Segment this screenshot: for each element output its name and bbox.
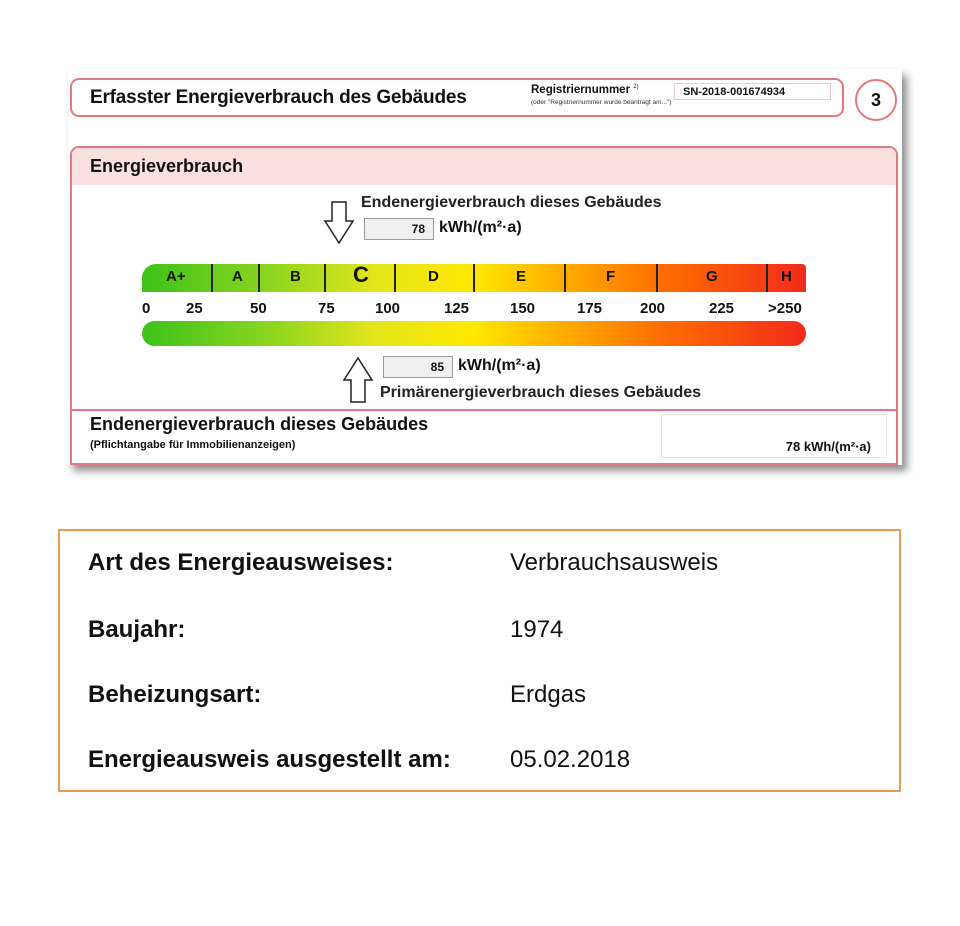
header-title: Erfasster Energieverbrauch des Gebäudes: [90, 87, 467, 108]
energy-class-label: A: [232, 268, 243, 285]
primary-energy-caption: Primärenergieverbrauch dieses Gebäudes: [380, 384, 702, 401]
primary-energy-value: 85: [383, 356, 453, 378]
energy-class-label: F: [606, 268, 616, 285]
energy-class-label: D: [428, 268, 439, 285]
energy-class-label: G: [706, 268, 718, 285]
end-energy-caption: Endenergieverbrauch dieses Gebäudes: [361, 194, 662, 211]
footer-note: (Pflichtangabe für Immobilienanzeigen): [90, 439, 296, 451]
end-energy-value: 78: [364, 218, 434, 240]
footer-value: 78 kWh/(m²·a): [785, 439, 871, 454]
scale-tick: 0: [142, 300, 151, 317]
info-value-heating: Erdgas: [510, 681, 587, 708]
registration-label: Registriernummer $^{2)}$: [531, 84, 639, 96]
primary-energy-unit: kWh/(m²·a): [458, 357, 541, 374]
primary-energy-bar: [142, 321, 806, 346]
scale-tick: 150: [510, 300, 536, 317]
scale-tick: 25: [186, 300, 203, 317]
scale-tick: 75: [318, 300, 335, 317]
consumption-section-title: Energieverbrauch: [90, 156, 244, 176]
class-separator: [564, 264, 566, 292]
footer-title: Endenergieverbrauch dieses Gebäudes: [90, 414, 429, 434]
registration-number: SN-2018-001674934: [674, 83, 831, 100]
footer-divider: [70, 409, 898, 411]
scale-tick: 100: [375, 300, 401, 317]
registration-note: (oder "Registriernummer wurde beantragt am..."): [531, 99, 672, 106]
scale-tick: 125: [444, 300, 470, 317]
energy-class-label: A+: [166, 268, 186, 285]
arrow-down-icon: [323, 201, 355, 245]
info-label-type: Art des Energieausweises:: [88, 549, 394, 576]
energy-class-label: H: [781, 268, 792, 285]
info-label-heating: Beheizungsart:: [88, 681, 262, 708]
energy-class-label: C: [353, 262, 369, 287]
energy-certificate: [68, 69, 902, 465]
scale-tick: >250: [768, 300, 802, 317]
class-separator: [394, 264, 396, 292]
class-separator: [258, 264, 260, 292]
info-value-type: Verbrauchsausweis: [510, 549, 719, 576]
scale-tick: 200: [640, 300, 666, 317]
end-energy-unit: kWh/(m²·a): [439, 219, 522, 236]
arrow-up-icon: [342, 356, 374, 404]
energy-class-label: B: [290, 268, 301, 285]
info-value-year: 1974: [510, 616, 564, 643]
info-label-issued: Energieausweis ausgestellt am:: [88, 746, 451, 773]
page-number-badge: 3: [855, 79, 897, 121]
info-label-year: Baujahr:: [88, 616, 186, 643]
info-value-issued: 05.02.2018: [510, 746, 631, 773]
registration-footnote-mark: 2): [633, 84, 639, 91]
class-separator: [324, 264, 326, 292]
scale-tick: 225: [709, 300, 735, 317]
certificate-info-panel: [58, 529, 901, 792]
class-separator: [473, 264, 475, 292]
class-separator: [656, 264, 658, 292]
energy-class-label: E: [516, 268, 527, 285]
class-separator: [211, 264, 213, 292]
scale-tick: 50: [250, 300, 267, 317]
class-separator: [766, 264, 768, 292]
scale-tick: 175: [577, 300, 603, 317]
